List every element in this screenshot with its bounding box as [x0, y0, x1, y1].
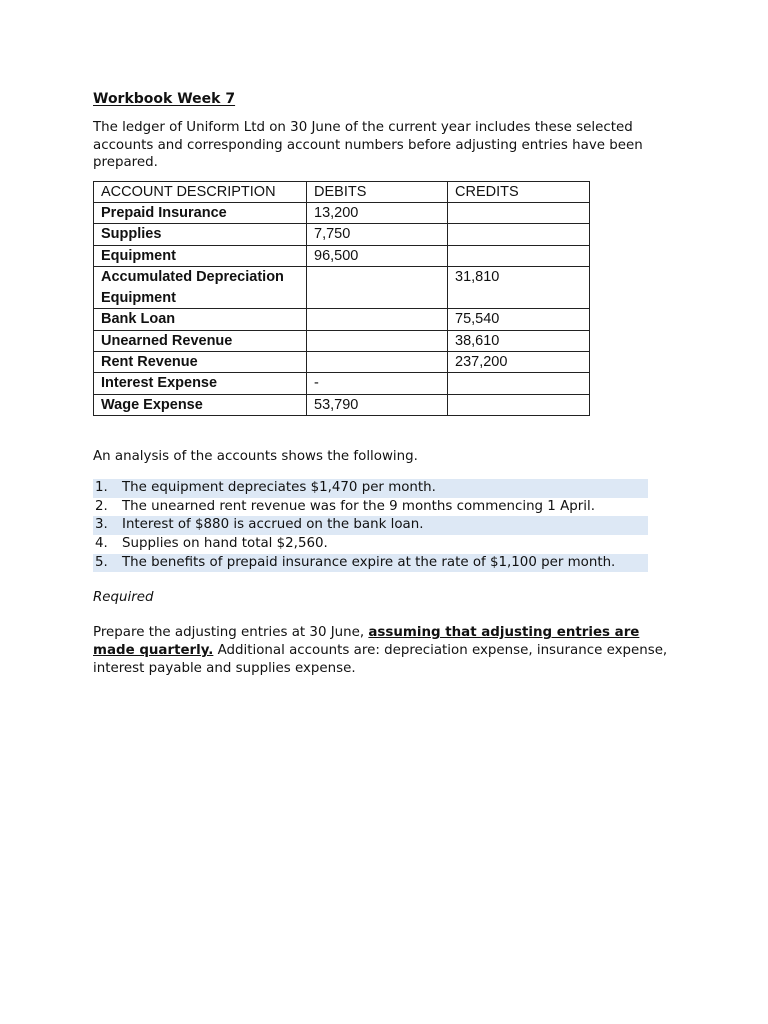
table-row	[94, 245, 590, 266]
account-cell: Interest Expense	[94, 373, 307, 394]
debit-cell: 53,790	[307, 394, 448, 415]
table-row	[94, 202, 590, 223]
intro-paragraph: The ledger of Uniform Ltd on 30 June of the current year includes these selected accounts and corresponding account numbers before adjusting entries have been prepared.	[93, 120, 643, 170]
table-header-row	[94, 181, 590, 202]
list-item-number: 5.	[95, 554, 108, 570]
debit-cell	[307, 309, 448, 330]
credit-cell	[448, 245, 590, 266]
instructions-paragraph	[93, 624, 683, 678]
debit-cell: -	[307, 373, 448, 394]
account-cell: Rent Revenue	[94, 351, 307, 372]
document-page	[93, 88, 693, 678]
account-cell: Equipment	[94, 245, 307, 266]
table-row	[94, 351, 590, 372]
credit-cell	[448, 224, 590, 245]
credit-cell: 237,200	[448, 351, 590, 372]
header-account-description: ACCOUNT DESCRIPTION	[94, 181, 307, 202]
list-item	[93, 554, 648, 573]
debit-cell: 7,750	[307, 224, 448, 245]
ledger-table	[93, 181, 590, 417]
account-cell: Accumulated Depreciation Equipment	[94, 267, 307, 309]
list-item-number: 3.	[95, 517, 108, 533]
header-credits: CREDITS	[448, 181, 590, 202]
credit-cell: 38,610	[448, 330, 590, 351]
document-title: Workbook Week 7	[93, 91, 236, 107]
account-cell: Supplies	[94, 224, 307, 245]
list-item-text: Supplies on hand total $2,560.	[122, 535, 328, 551]
list-item-number: 1.	[95, 480, 108, 496]
header-debits: DEBITS	[307, 181, 448, 202]
table-row	[94, 394, 590, 415]
credit-cell: 75,540	[448, 309, 590, 330]
debit-cell	[307, 330, 448, 351]
debit-cell: 13,200	[307, 202, 448, 223]
list-item	[93, 498, 648, 517]
debit-cell	[307, 267, 448, 309]
account-cell: Prepaid Insurance	[94, 202, 307, 223]
instructions-tail: Additional accounts are: depreciation expense, insurance expense, interest payable and supplies expense.	[93, 643, 668, 677]
analysis-list	[93, 479, 648, 572]
table-row	[94, 330, 590, 351]
debit-cell: 96,500	[307, 245, 448, 266]
list-item	[93, 479, 648, 498]
list-item	[93, 516, 648, 535]
account-cell: Wage Expense	[94, 394, 307, 415]
table-row	[94, 224, 590, 245]
list-item-number: 4.	[95, 535, 108, 551]
list-item-text: The equipment depreciates $1,470 per month.	[122, 480, 436, 496]
debit-cell	[307, 351, 448, 372]
credit-cell: 31,810	[448, 267, 590, 309]
analysis-intro: An analysis of the accounts shows the following.	[93, 449, 418, 465]
credit-cell	[448, 394, 590, 415]
account-cell: Unearned Revenue	[94, 330, 307, 351]
instructions-lead: Prepare the adjusting entries at 30 June,	[93, 625, 369, 641]
list-item-text: The benefits of prepaid insurance expire at the rate of $1,100 per month.	[122, 554, 616, 570]
list-item-text: Interest of $880 is accrued on the bank loan.	[122, 517, 424, 533]
table-row	[94, 373, 590, 394]
list-item-text: The unearned rent revenue was for the 9 months commencing 1 April.	[122, 498, 595, 514]
credit-cell	[448, 202, 590, 223]
list-item	[93, 535, 648, 554]
list-item-number: 2.	[95, 498, 108, 514]
table-row	[94, 309, 590, 330]
required-label: Required	[93, 590, 154, 606]
table-row	[94, 267, 590, 309]
account-cell: Bank Loan	[94, 309, 307, 330]
instructions-emphasis: assuming that adjusting entries are made quarterly.	[93, 625, 640, 659]
credit-cell	[448, 373, 590, 394]
